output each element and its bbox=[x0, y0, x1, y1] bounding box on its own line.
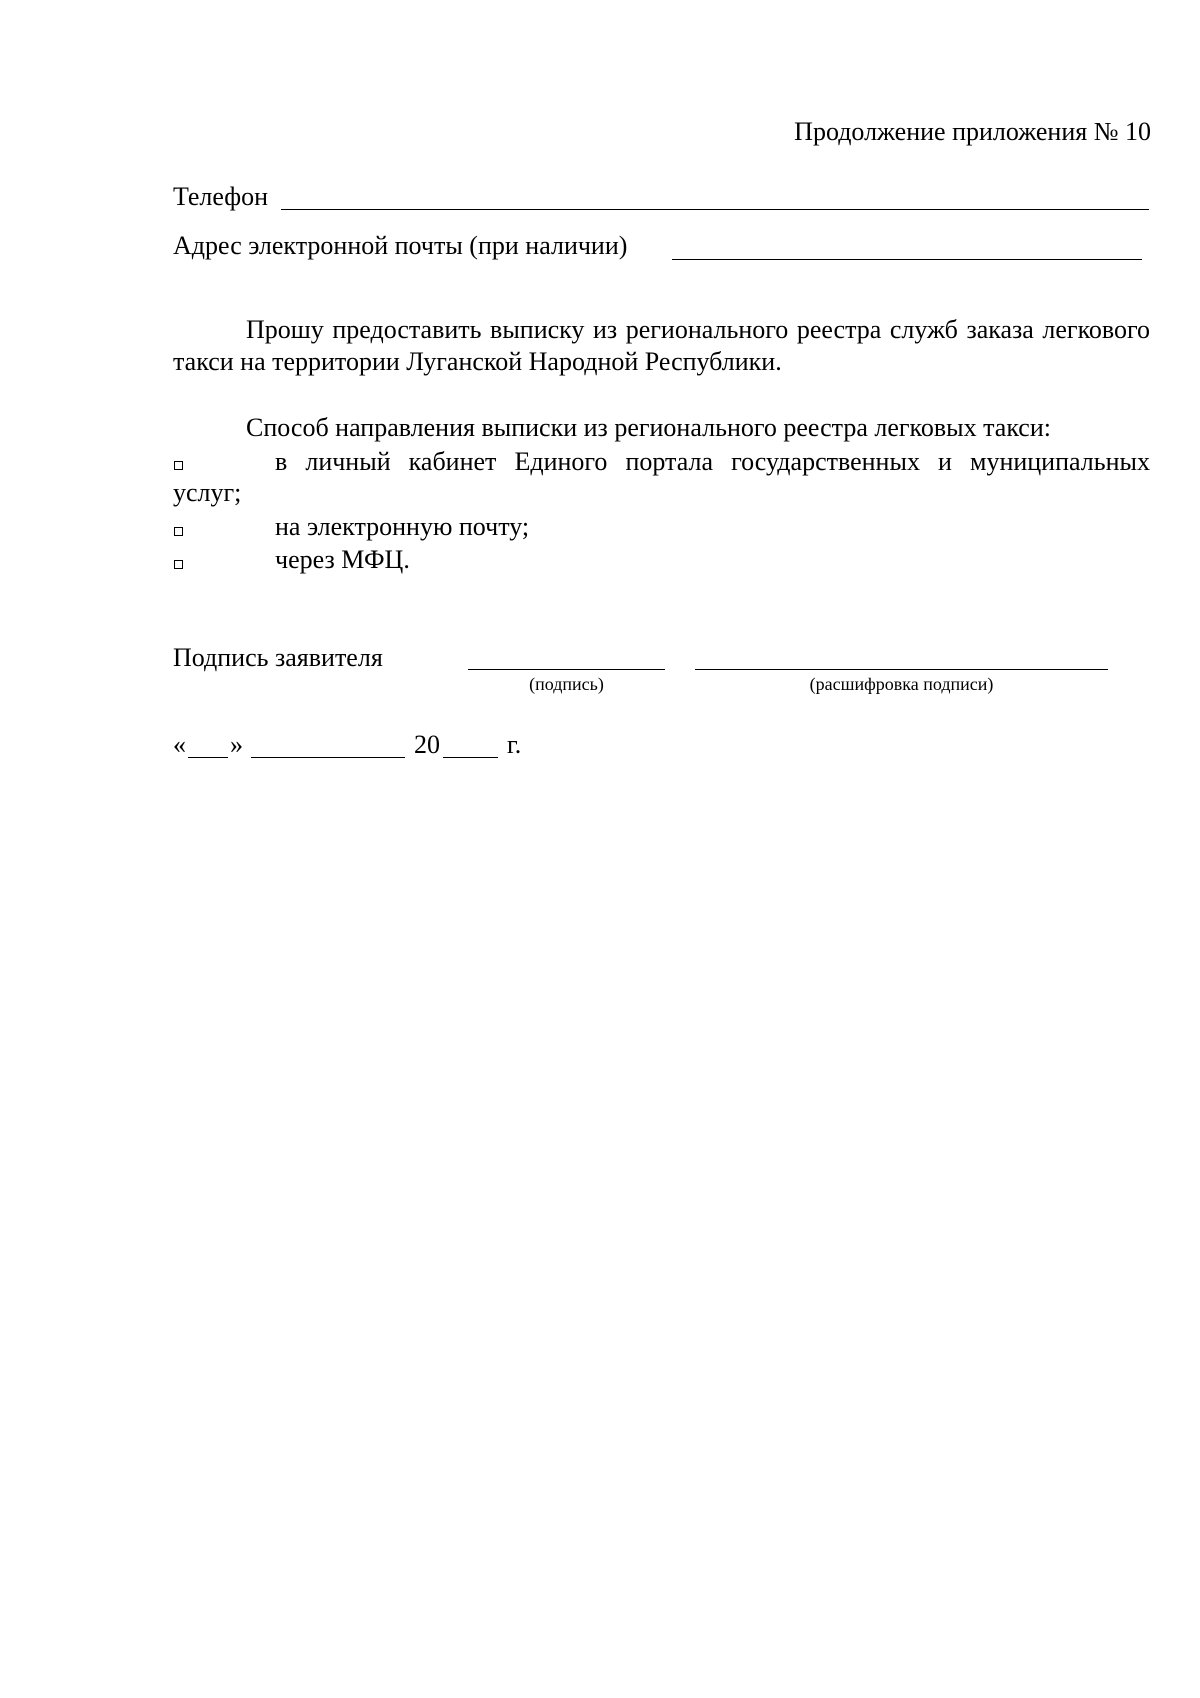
signature-caption: (подпись) bbox=[529, 674, 604, 694]
signature-line[interactable] bbox=[468, 669, 665, 670]
date-close-quote: » bbox=[230, 730, 243, 759]
date-year-line[interactable] bbox=[443, 757, 498, 758]
date-year-suffix: г. bbox=[507, 730, 522, 759]
email-label: Адрес электронной почты (при наличии) bbox=[173, 231, 628, 260]
phone-field-line[interactable] bbox=[281, 209, 1149, 210]
checkbox-mfc[interactable] bbox=[174, 560, 183, 569]
signature-decode-line[interactable] bbox=[695, 669, 1108, 670]
date-month-line[interactable] bbox=[251, 757, 405, 758]
phone-label: Телефон bbox=[173, 182, 269, 211]
option-portal-line1 bbox=[275, 446, 1150, 478]
option-portal-line2: услуг; bbox=[173, 478, 242, 507]
delivery-heading: Способ направления выписки из регионального реестра легковых такси: bbox=[246, 413, 1051, 442]
option-email-text: на электронную почту; bbox=[275, 512, 530, 541]
signature-label: Подпись заявителя bbox=[173, 643, 383, 672]
option-mfc-text: через МФЦ. bbox=[275, 545, 410, 574]
checkbox-email[interactable] bbox=[174, 527, 183, 536]
date-open-quote: « bbox=[173, 730, 186, 759]
continuation-heading: Продолжение приложения № 10 bbox=[794, 117, 1151, 146]
option-portal-text: в личный кабинет Единого портала государственных и муниципальных bbox=[275, 447, 1150, 476]
date-day-line[interactable] bbox=[188, 757, 228, 758]
request-paragraph bbox=[173, 314, 1150, 378]
signature-decode-caption: (расшифровка подписи) bbox=[809, 674, 994, 694]
email-field-line[interactable] bbox=[672, 259, 1142, 260]
date-year-prefix: 20 bbox=[414, 730, 440, 759]
checkbox-portal[interactable] bbox=[174, 461, 183, 470]
request-text: Прошу предоставить выписку из регионального реестра служб заказа легкового такси на территории Луганской Народной Республики. bbox=[173, 315, 1150, 376]
